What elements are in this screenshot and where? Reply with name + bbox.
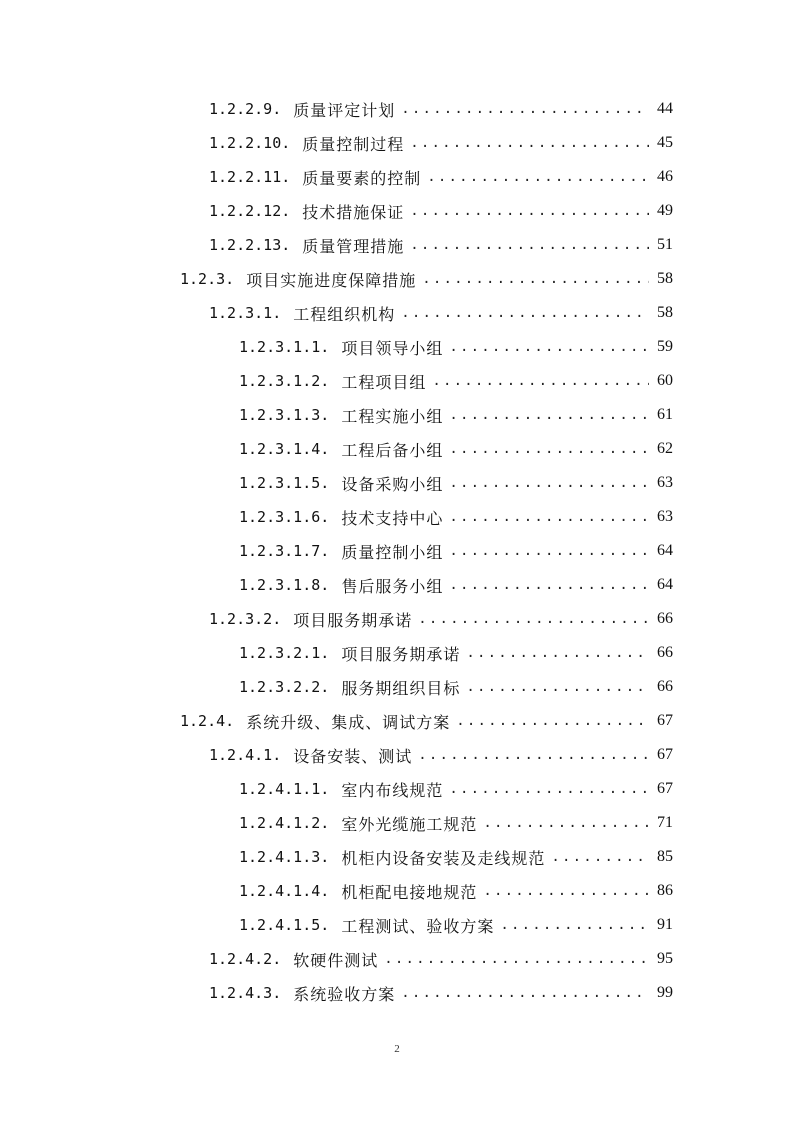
toc-entry-number: 1.2.3.1.7.	[239, 542, 330, 560]
toc-entry-page: 66	[657, 610, 673, 627]
dot-leader	[449, 441, 649, 457]
table-of-contents	[0, 92, 794, 1010]
toc-entry-page: 64	[657, 576, 673, 593]
dot-leader	[401, 985, 649, 1001]
toc-entry-page: 61	[657, 406, 673, 423]
toc-entry-title: 室内布线规范	[341, 780, 444, 800]
dot-leader	[422, 271, 649, 287]
toc-entry-number: 1.2.4.1.	[209, 746, 282, 764]
toc-entry-number: 1.2.3.1.2.	[239, 372, 330, 390]
toc-entry-page: 95	[657, 950, 673, 967]
dot-leader	[410, 135, 649, 151]
dot-leader	[449, 781, 649, 797]
toc-entry-page: 58	[657, 304, 673, 321]
toc-entry-number: 1.2.3.1.4.	[239, 440, 330, 458]
toc-entry-title: 工程组织机构	[293, 304, 396, 324]
toc-entry-title: 售后服务小组	[341, 576, 444, 596]
toc-entry-title: 系统验收方案	[293, 984, 396, 1004]
toc-entry-title: 项目服务期承诺	[293, 610, 413, 630]
toc-entry-title: 室外光缆施工规范	[341, 814, 478, 834]
toc-entry-number: 1.2.3.1.8.	[239, 576, 330, 594]
dot-leader	[449, 543, 649, 559]
toc-entry[interactable]	[0, 432, 794, 466]
toc-entry-number: 1.2.3.1.6.	[239, 508, 330, 526]
toc-entry[interactable]	[0, 228, 794, 262]
toc-entry[interactable]	[0, 704, 794, 738]
toc-entry-title: 质量要素的控制	[302, 168, 422, 188]
toc-entry[interactable]	[0, 398, 794, 432]
toc-entry[interactable]	[0, 840, 794, 874]
toc-entry-number: 1.2.2.9.	[209, 100, 282, 118]
toc-entry-page: 66	[657, 644, 673, 661]
toc-entry-title: 系统升级、集成、调试方案	[246, 712, 451, 732]
toc-entry[interactable]	[0, 262, 794, 296]
toc-entry-number: 1.2.4.	[180, 712, 235, 730]
toc-entry-title: 工程项目组	[341, 372, 427, 392]
toc-entry-number: 1.2.4.1.2.	[239, 814, 330, 832]
toc-entry-title: 质量控制过程	[302, 134, 405, 154]
toc-entry[interactable]	[0, 602, 794, 636]
toc-entry-page: 62	[657, 440, 673, 457]
toc-entry-page: 60	[657, 372, 673, 389]
toc-entry-title: 设备安装、测试	[293, 746, 413, 766]
toc-entry[interactable]	[0, 942, 794, 976]
toc-entry-page: 85	[657, 848, 673, 865]
toc-entry[interactable]	[0, 330, 794, 364]
toc-entry[interactable]	[0, 364, 794, 398]
toc-entry-page: 91	[657, 916, 673, 933]
toc-entry[interactable]	[0, 534, 794, 568]
toc-entry[interactable]	[0, 772, 794, 806]
toc-entry-page: 67	[657, 746, 673, 763]
dot-leader	[483, 815, 649, 831]
toc-entry-number: 1.2.2.10.	[209, 134, 291, 152]
dot-leader	[432, 373, 649, 389]
toc-entry[interactable]	[0, 670, 794, 704]
toc-entry[interactable]	[0, 466, 794, 500]
toc-entry-title: 工程测试、验收方案	[341, 916, 495, 936]
dot-leader	[500, 917, 649, 933]
toc-entry-page: 86	[657, 882, 673, 899]
toc-entry[interactable]	[0, 160, 794, 194]
toc-entry-page: 63	[657, 508, 673, 525]
toc-entry-number: 1.2.3.2.1.	[239, 644, 330, 662]
toc-entry-number: 1.2.4.3.	[209, 984, 282, 1002]
toc-entry-page: 46	[657, 168, 673, 185]
toc-entry[interactable]	[0, 296, 794, 330]
toc-entry[interactable]	[0, 806, 794, 840]
toc-entry-page: 59	[657, 338, 673, 355]
toc-entry-title: 工程实施小组	[341, 406, 444, 426]
toc-entry[interactable]	[0, 92, 794, 126]
dot-leader	[456, 713, 649, 729]
toc-entry-title: 质量控制小组	[341, 542, 444, 562]
toc-entry-title: 项目领导小组	[341, 338, 444, 358]
toc-entry[interactable]	[0, 636, 794, 670]
toc-entry-page: 44	[657, 100, 673, 117]
dot-leader	[466, 679, 649, 695]
toc-entry-page: 64	[657, 542, 673, 559]
toc-entry-number: 1.2.3.2.	[209, 610, 282, 628]
toc-entry-number: 1.2.2.11.	[209, 168, 291, 186]
toc-entry[interactable]	[0, 126, 794, 160]
toc-entry-title: 质量评定计划	[293, 100, 396, 120]
toc-entry-title: 质量管理措施	[302, 236, 405, 256]
toc-entry-title: 项目实施进度保障措施	[246, 270, 417, 290]
toc-entry-page: 71	[657, 814, 673, 831]
toc-entry-page: 99	[657, 984, 673, 1001]
dot-leader	[483, 883, 649, 899]
toc-entry-number: 1.2.3.2.2.	[239, 678, 330, 696]
toc-entry-number: 1.2.4.2.	[209, 950, 282, 968]
toc-entry-title: 工程后备小组	[341, 440, 444, 460]
dot-leader	[418, 747, 649, 763]
toc-entry[interactable]	[0, 194, 794, 228]
page-number: 2	[394, 1043, 400, 1055]
toc-entry-number: 1.2.3.1.1.	[239, 338, 330, 356]
toc-entry[interactable]	[0, 738, 794, 772]
dot-leader	[410, 237, 649, 253]
toc-entry-number: 1.2.4.1.5.	[239, 916, 330, 934]
dot-leader	[449, 339, 649, 355]
toc-entry-number: 1.2.2.12.	[209, 202, 291, 220]
toc-entry-number: 1.2.3.1.3.	[239, 406, 330, 424]
dot-leader	[466, 645, 649, 661]
toc-entry-number: 1.2.4.1.4.	[239, 882, 330, 900]
toc-entry-page: 66	[657, 678, 673, 695]
toc-entry-page: 58	[657, 270, 673, 287]
toc-entry-title: 设备采购小组	[341, 474, 444, 494]
dot-leader	[449, 577, 649, 593]
dot-leader	[449, 475, 649, 491]
toc-entry[interactable]	[0, 500, 794, 534]
dot-leader	[449, 407, 649, 423]
dot-leader	[401, 305, 649, 321]
toc-entry-page: 49	[657, 202, 673, 219]
toc-entry-title: 项目服务期承诺	[341, 644, 461, 664]
dot-leader	[551, 849, 649, 865]
toc-entry-title: 机柜内设备安装及走线规范	[341, 848, 546, 868]
toc-entry-page: 63	[657, 474, 673, 491]
toc-entry-title: 机柜配电接地规范	[341, 882, 478, 902]
toc-entry-number: 1.2.2.13.	[209, 236, 291, 254]
toc-entry-page: 51	[657, 236, 673, 253]
toc-entry-title: 技术措施保证	[302, 202, 405, 222]
toc-entry[interactable]	[0, 976, 794, 1010]
dot-leader	[401, 101, 649, 117]
toc-entry-page: 67	[657, 712, 673, 729]
toc-entry-title: 技术支持中心	[341, 508, 444, 528]
dot-leader	[410, 203, 649, 219]
toc-entry-page: 67	[657, 780, 673, 797]
toc-entry-number: 1.2.3.1.	[209, 304, 282, 322]
toc-entry-number: 1.2.3.	[180, 270, 235, 288]
dot-leader	[449, 509, 649, 525]
toc-entry-number: 1.2.4.1.3.	[239, 848, 330, 866]
toc-entry-title: 服务期组织目标	[341, 678, 461, 698]
toc-entry-title: 软硬件测试	[293, 950, 379, 970]
dot-leader	[418, 611, 649, 627]
toc-entry-number: 1.2.3.1.5.	[239, 474, 330, 492]
dot-leader	[384, 951, 649, 967]
toc-entry[interactable]	[0, 874, 794, 908]
toc-entry-number: 1.2.4.1.1.	[239, 780, 330, 798]
dot-leader	[427, 169, 649, 185]
toc-entry[interactable]	[0, 568, 794, 602]
toc-entry[interactable]	[0, 908, 794, 942]
toc-entry-page: 45	[657, 134, 673, 151]
